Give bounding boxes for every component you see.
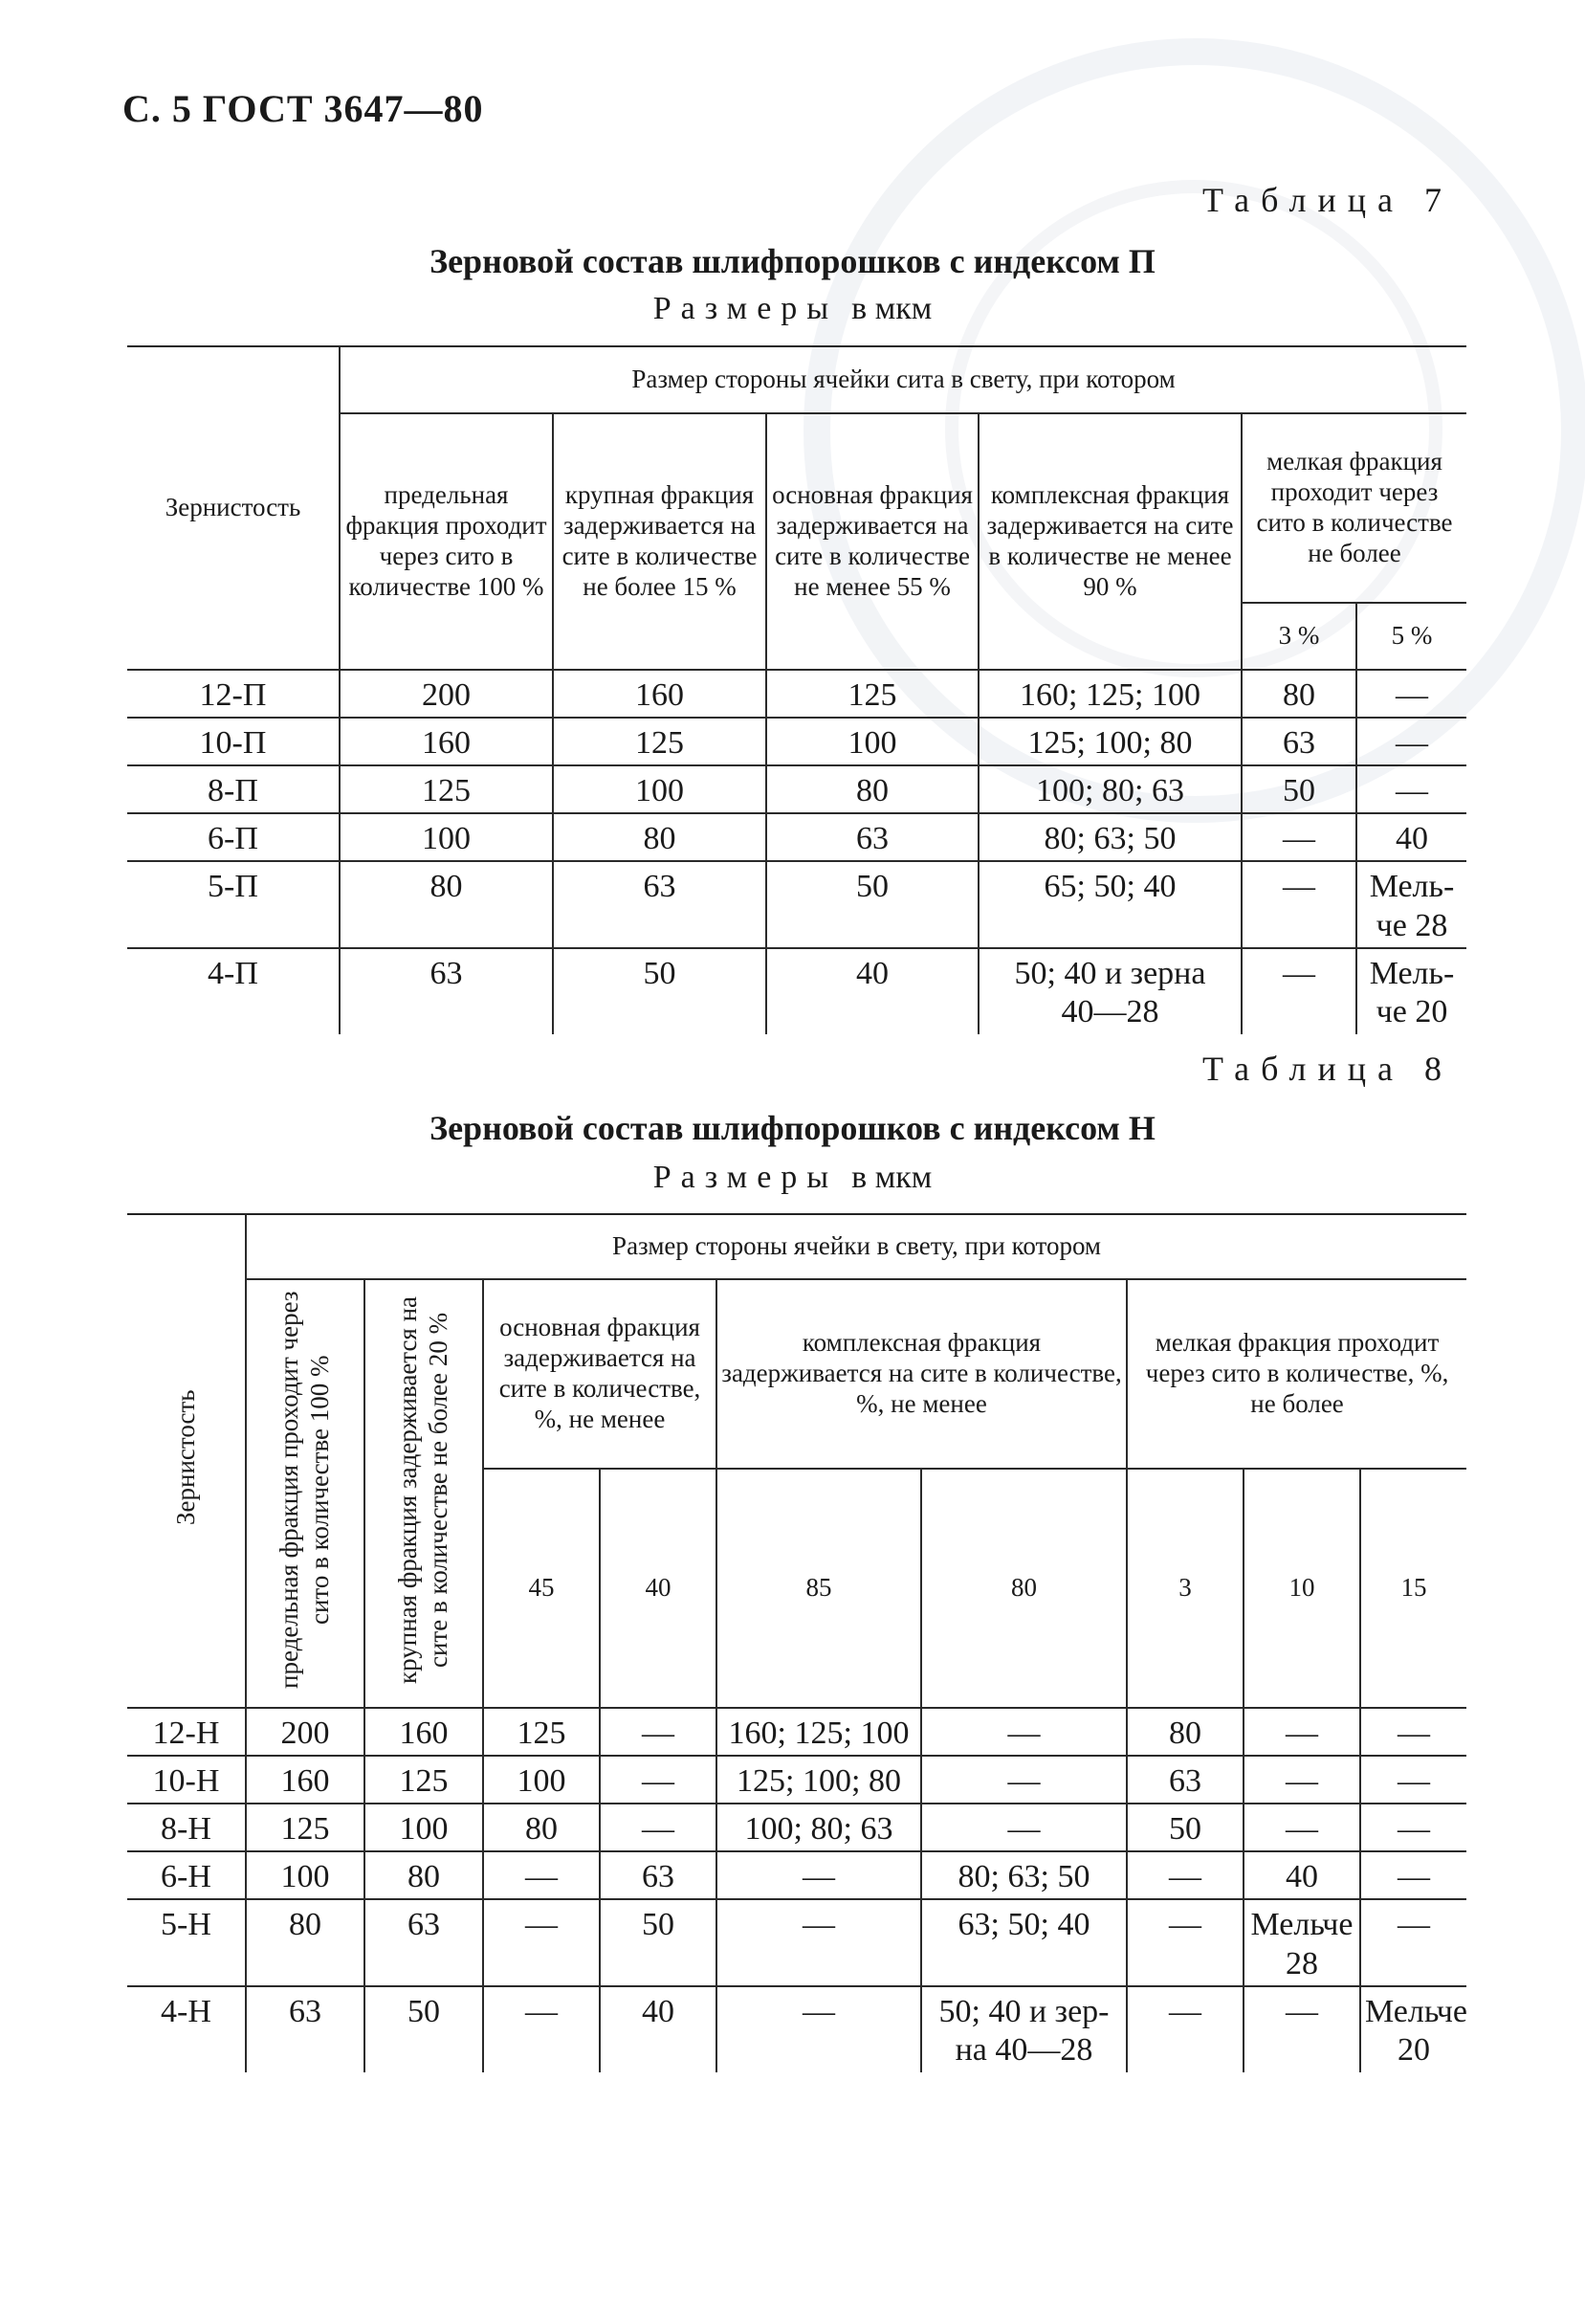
table-row [127,861,1466,947]
table-cell: 125; 100; 80 [716,1756,921,1804]
table7-header-grit: Зернистость [127,346,340,670]
table8-header-row [127,1214,1466,1279]
table8-header-row [127,1279,1466,1469]
table-cell: — [1244,1804,1360,1851]
table-cell: 63 [553,861,766,947]
table8-header-group: Размер стороны ячейки в свету, при котором [246,1214,1466,1279]
table-cell: — [1127,1986,1244,2072]
table-row [127,765,1466,813]
table-row [127,1708,1466,1756]
table7-units [0,291,1585,327]
table-cell: — [921,1756,1127,1804]
table-cell: — [1127,1851,1244,1899]
table-cell: — [483,1899,600,1985]
table-cell: 160; 125; 100 [979,670,1242,718]
table7-units-value: в мкм [851,291,933,326]
table8-header-limit-text: предельная фракция проходит через сито в количестве 100 % [275,1291,334,1689]
table-cell: 63; 50; 40 [921,1899,1127,1985]
table-cell: 80 [766,765,979,813]
table-cell: 63 [246,1986,364,2072]
grit-cell: 8-П [127,765,340,813]
table-cell: — [600,1804,716,1851]
table-row [127,948,1466,1034]
table8-header-grit [127,1214,246,1708]
table7-header-row [127,346,1466,413]
table-cell: 63 [1127,1756,1244,1804]
table8-header-fine: мелкая фракция проходит через сито в количестве, %, не более [1127,1279,1466,1469]
table-cell: 160; 125; 100 [716,1708,921,1756]
table-cell: 100 [364,1804,483,1851]
table-cell: — [1360,1708,1466,1756]
table-cell: 100 [340,813,553,861]
table-cell: 50 [1242,765,1356,813]
table-cell: 63 [364,1899,483,1985]
table-cell: — [483,1986,600,2072]
grit-cell: 5-П [127,861,340,947]
table-cell: — [1360,1756,1466,1804]
table-cell: 160 [553,670,766,718]
table8-header-grit-text: Зернистость [170,1389,200,1525]
table-cell: 125 [246,1804,364,1851]
table7-header-fine-5: 5 % [1356,603,1466,670]
table-cell: 80 [483,1804,600,1851]
table-cell: — [1127,1899,1244,1985]
table-row [127,1986,1466,2072]
table-cell: — [921,1804,1127,1851]
table-cell: — [716,1986,921,2072]
table8-header-complex-85: 85 [716,1469,921,1708]
grit-cell: 6-П [127,813,340,861]
table8-header-fine-10: 10 [1244,1469,1360,1708]
table-cell: 63 [766,813,979,861]
table-cell: 125 [766,670,979,718]
grit-cell: 8-Н [127,1804,246,1851]
table8-header-coarse [364,1279,483,1708]
table-cell: 80 [246,1899,364,1985]
table-cell: 80; 63; 50 [921,1851,1127,1899]
table-cell: 160 [340,718,553,765]
table-cell: 160 [246,1756,364,1804]
table-cell: 125 [340,765,553,813]
table-cell: — [1356,765,1466,813]
table-cell: — [1242,948,1356,1034]
table-cell: 50; 40 и зерна 40—28 [979,948,1242,1034]
table-cell: — [1360,1804,1466,1851]
grit-cell: 12-Н [127,1708,246,1756]
table8-header-complex-80: 80 [921,1469,1127,1708]
table-cell: 63 [340,948,553,1034]
table8-units [0,1160,1585,1196]
table-cell: 160 [364,1708,483,1756]
grit-cell: 10-Н [127,1756,246,1804]
table-cell: — [1244,1708,1360,1756]
table7-header-group: Размер стороны ячейки сита в свету, при котором [340,346,1466,413]
table-cell: 100 [553,765,766,813]
table-cell: — [1360,1899,1466,1985]
table7-caption: Таблица 7 [1202,181,1453,219]
table-cell: — [600,1756,716,1804]
table-cell: 40 [1356,813,1466,861]
grit-cell: 12-П [127,670,340,718]
table-cell: — [716,1899,921,1985]
table-cell: 125 [483,1708,600,1756]
table8-caption: Таблица 8 [1202,1050,1453,1088]
table-cell: 63 [600,1851,716,1899]
table-cell: 80 [1127,1708,1244,1756]
table-row [127,1899,1466,1985]
table-cell: 50 [553,948,766,1034]
table8-header-limit [246,1279,364,1708]
table-cell: 80; 63; 50 [979,813,1242,861]
table-cell: 125 [553,718,766,765]
table7-header-fine-3: 3 % [1242,603,1356,670]
table7-title: Зерновой состав шлифпорошков с индексом П [429,242,1156,280]
table-cell: 40 [766,948,979,1034]
table-cell: 80 [364,1851,483,1899]
table-cell: 40 [600,1986,716,2072]
grit-cell: 6-Н [127,1851,246,1899]
table7-header-coarse: крупная фракция задерживается на сите в количестве не более 15 % [553,413,766,670]
table7 [127,345,1466,1034]
table-cell: — [921,1708,1127,1756]
table8-header-complex: комплексная фракция задерживается на сите в количестве, %, не менее [716,1279,1127,1469]
table-cell: — [1356,718,1466,765]
table8-units-value: в мкм [851,1160,933,1195]
table8-header-fine-3: 3 [1127,1469,1244,1708]
table-cell: 125 [364,1756,483,1804]
table-row [127,718,1466,765]
table-cell: 50 [1127,1804,1244,1851]
table-cell: 100; 80; 63 [979,765,1242,813]
table-row [127,1851,1466,1899]
table-cell: 125; 100; 80 [979,718,1242,765]
table-row [127,813,1466,861]
table-cell: 200 [340,670,553,718]
table-cell: — [716,1851,921,1899]
page-header: С. 5 ГОСТ 3647—80 [122,87,484,130]
table-cell: 50 [364,1986,483,2072]
table-cell: 100; 80; 63 [716,1804,921,1851]
table7-header-main: основная фракция задерживается на сите в количестве не менее 55 % [766,413,979,670]
table-row [127,670,1466,718]
table-cell: Мельче 20 [1360,1986,1466,2072]
table-cell: 40 [1244,1851,1360,1899]
table-cell: — [1356,670,1466,718]
table-cell: — [1242,813,1356,861]
table-cell: 200 [246,1708,364,1756]
table-cell: 80 [1242,670,1356,718]
table-cell: Мель- че 20 [1356,948,1466,1034]
table8-header-main: основная фракция задерживается на сите в количестве, %, не менее [483,1279,716,1469]
table-cell: 50 [600,1899,716,1985]
table-row [127,1756,1466,1804]
table-cell: 100 [483,1756,600,1804]
table-cell: 80 [553,813,766,861]
table-cell: 65; 50; 40 [979,861,1242,947]
table-cell: 100 [766,718,979,765]
table8 [127,1213,1466,2072]
table-row [127,1804,1466,1851]
table-cell: — [600,1708,716,1756]
table-cell: 80 [340,861,553,947]
grit-cell: 4-Н [127,1986,246,2072]
table-cell: — [1360,1851,1466,1899]
table-cell: 50; 40 и зер- на 40—28 [921,1986,1127,2072]
table7-units-label: Размеры [652,291,839,326]
grit-cell: 5-Н [127,1899,246,1985]
table7-header-complex: комплексная фракция задерживается на сите в количестве не менее 90 % [979,413,1242,670]
table8-header-main-45: 45 [483,1469,600,1708]
grit-cell: 4-П [127,948,340,1034]
table8-title: Зерновой состав шлифпорошков с индексом Н [429,1109,1156,1147]
table-cell: — [1244,1756,1360,1804]
table-cell: Мельче 28 [1244,1899,1360,1985]
table8-header-fine-15: 15 [1360,1469,1466,1708]
table8-units-label: Размеры [652,1160,839,1195]
table7-header-limit: предельная фракция проходит через сито в количестве 100 % [340,413,553,670]
table7-header-fine: мелкая фракция проходит через сито в количестве не более [1242,413,1466,603]
table-cell: 50 [766,861,979,947]
table-cell: — [483,1851,600,1899]
grit-cell: 10-П [127,718,340,765]
table8-header-main-40: 40 [600,1469,716,1708]
table8-header-coarse-text: крупная фракция задерживается на сите в количестве не более 20 % [393,1295,452,1684]
table-cell: 63 [1242,718,1356,765]
table-cell: Мель- че 28 [1356,861,1466,947]
table-cell: — [1242,861,1356,947]
table-cell: — [1244,1986,1360,2072]
table-cell: 100 [246,1851,364,1899]
